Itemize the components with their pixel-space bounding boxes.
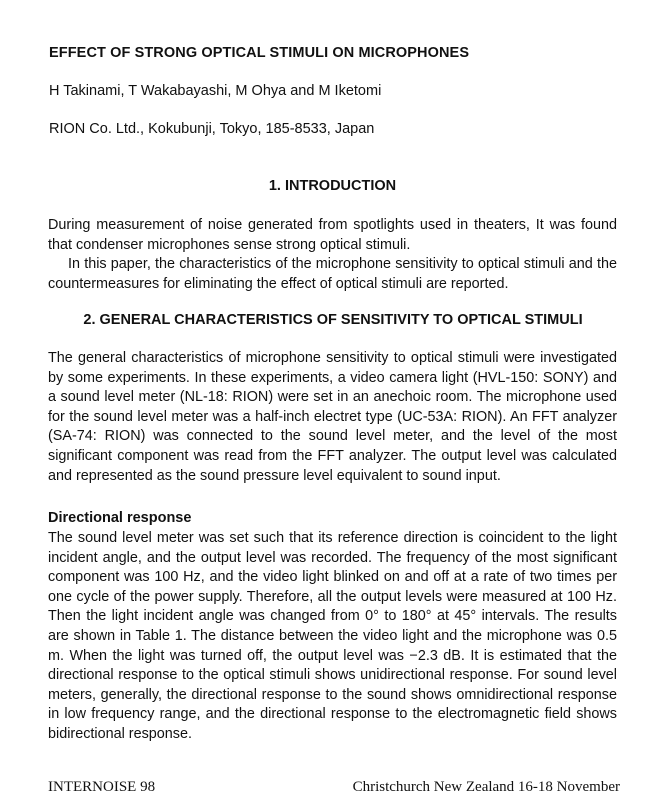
- subheading-directional-response: Directional response: [48, 510, 192, 526]
- general-paragraph-1: The general characteristics of microphone sensitivity to optical stimuli were investigated by some experiments. In these experiments, a video camera light (HVL-150: SONY) and a sound level meter (NL-18: RION) were set in an anechoic room. The microphone used for the sound level meter was a half-inch electret type (UC-53A: RION). An FFT analyzer (SA-74: RION) was connected to the sound level meter, and the level of the most significant component was read from the FFT analyzer. The output level was calculated and represented as the sound pressure level equivalent to sound input.: [48, 350, 617, 484]
- directional-response-paragraph: The sound level meter was set such that its reference direction is coincident to the light incident angle, and the output level was recorded. The frequency of the most significant component was 100 Hz, and the video light blinked on and off at a rate of two times per one cycle of the power supply. Therefore, all the output levels were measured at 100 Hz. Then the light incident angle was changed from 0° to 180° at 45° intervals. The results are shown in Table 1. The distance between the video light and the microphone was 0.5 m. When the light was turned off, the output level was −2.3 dB. It is estimated that the directional response to the optical stimuli shows unidirectional response. For sound level meters, generally, the directional response to the sound shows omnidirectional response in low frequency range, and the directional response to the electromagnetic field shows bidirectional response.: [48, 530, 617, 742]
- intro-paragraph-1: During measurement of noise generated from spotlights used in theaters, It was found that condenser microphones sense strong optical stimuli.: [48, 217, 617, 253]
- paper-title: EFFECT OF STRONG OPTICAL STIMULI ON MICROPHONES: [49, 45, 470, 61]
- footer-conference: INTERNOISE 98: [48, 779, 156, 795]
- author-list: H Takinami, T Wakabayashi, M Ohya and M Iketomi: [49, 83, 382, 99]
- intro-paragraph-2: In this paper, the characteristics of the microphone sensitivity to optical stimuli and the countermeasures for eliminating the effect of optical stimuli are reported.: [48, 256, 617, 292]
- section-heading-general-characteristics: 2. GENERAL CHARACTERISTICS OF SENSITIVITY TO OPTICAL STIMULI: [83, 312, 583, 328]
- section-heading-introduction: 1. INTRODUCTION: [268, 178, 397, 194]
- footer-location-date: Christchurch New Zealand 16-18 November: [352, 779, 620, 795]
- affiliation: RION Co. Ltd., Kokubunji, Tokyo, 185-8533, Japan: [49, 121, 375, 137]
